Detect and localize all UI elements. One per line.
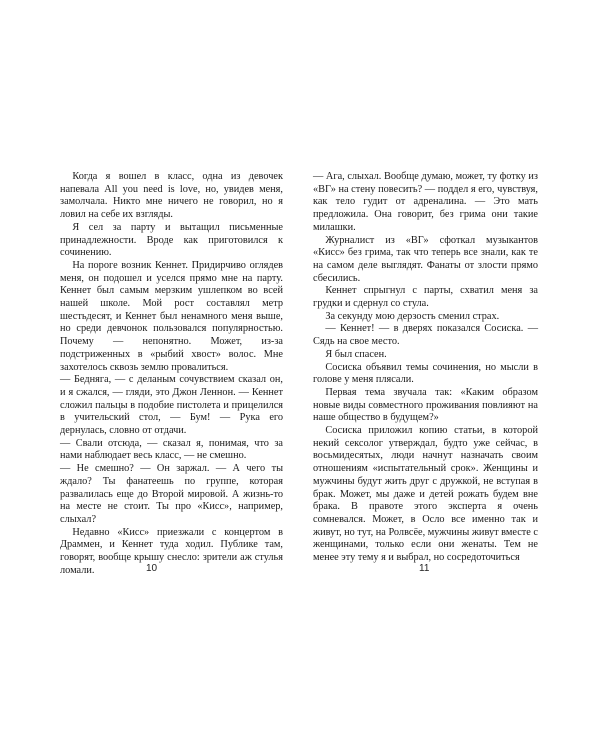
paragraph: Первая тема звучала так: «Каким образом новые виды совместного проживания повлияют на наше общество в будущем?»: [313, 386, 538, 424]
paragraph: Недавно «Кисс» приезжали с концертом в Драммен, и Кеннет туда ходил. Публике там, говорят, вообще крышу снесло: зрители аж стулья ломали.: [60, 526, 283, 576]
paragraph: Сосиска объявил темы сочинения, но мысли в голове у меня плясали.: [313, 361, 538, 386]
paragraph: — Свали отсюда, — сказал я, понимая, что за нами наблюдает весь класс, — не смешно.: [60, 437, 283, 462]
paragraph: Я был спасен.: [325, 348, 387, 360]
paragraph: Я сел за парту и вытащил письменные принадлежности. Вроде как приготовился к сочинению.: [60, 221, 283, 259]
paragraph: За секунду мою дерзость сменил страх.: [325, 310, 500, 322]
paragraph: Кеннет спрыгнул с парты, схватил меня за грудки и сдернул со стула.: [313, 285, 538, 310]
right-page-text: [313, 171, 538, 565]
paragraph: — Кеннет! — в дверях показался Сосиска. — Сядь на свое место.: [313, 323, 538, 348]
left-page-text: [60, 171, 283, 578]
paragraph: — Бедняга, — с деланым сочувствием сказал он, и я сжался, — гляди, это Джон Леннон. — Кеннет сложил пальцы в подобие пистолета и прицелился в учительский стол, — Бум! — Рука его дернулась, словно от отдачи.: [60, 374, 283, 437]
paragraph: Сосиска приложил копию статьи, в которой некий сексолог утверждал, будто уже сейчас, в восьмидесятых, люди начнут назначать своим отношениям «испытательный срок». Женщины и мужчины будут жить друг с дружкой, не вступая в брак. Может, мы даже и детей рожать будем вне брака. В правоте этого эксперта я очень сомневался. Может, в Осло все именно так и живут, но тут, на Ролвсёе, мужчины живут вместе с женщинами, только если они женаты. Тем не менее эту тему я и выбрал, но сосредоточиться: [313, 425, 538, 564]
paragraph: — Ага, слыхал. Вообще думаю, может, ту фотку из «ВГ» на стену повесить? — поддел я его, чувствуя, как тело гудит от адреналина. — Это мать предложила. Она говорит, без грима они такие милашки.: [313, 171, 538, 233]
paragraph: — Не смешно? — Он заржал. — А чего ты ждало? Ты фанатеешь по группе, которая развалилась еще до Второй мировой. А жизнь-то на месте не стоит. Ты про «Кисс», например, слыхал?: [60, 463, 283, 525]
paragraph: На пороге возник Кеннет. Придирчиво оглядев меня, он подошел и уселся прямо мне на парту. Кеннет был самым мерзким ушлепком во всей нашей школе. Мой рост составлял метр шестьдесят, и Кеннет был ненамного меня выше, но среди девчонок пользовался популярностью. Почему — непонятно. Может, из-за подстриженных в «рыбий хвост» волос. Мне захотелось сквозь землю провалиться.: [60, 259, 283, 373]
paragraph: Журналист из «ВГ» сфоткал музыкантов «Кисс» без грима, так что теперь все знали, как те на самом деле выглядят. Фанаты от злости прямо сбесились.: [313, 234, 538, 284]
page-number-left: 10: [146, 563, 158, 574]
page-number-right: 11: [419, 563, 430, 574]
paragraph: Когда я вошел в класс, одна из девочек напевала All you need is love, но, увидев меня, замолчала. Никто мне ничего не говорил, но я ловил на себе их взгляды.: [60, 171, 283, 221]
